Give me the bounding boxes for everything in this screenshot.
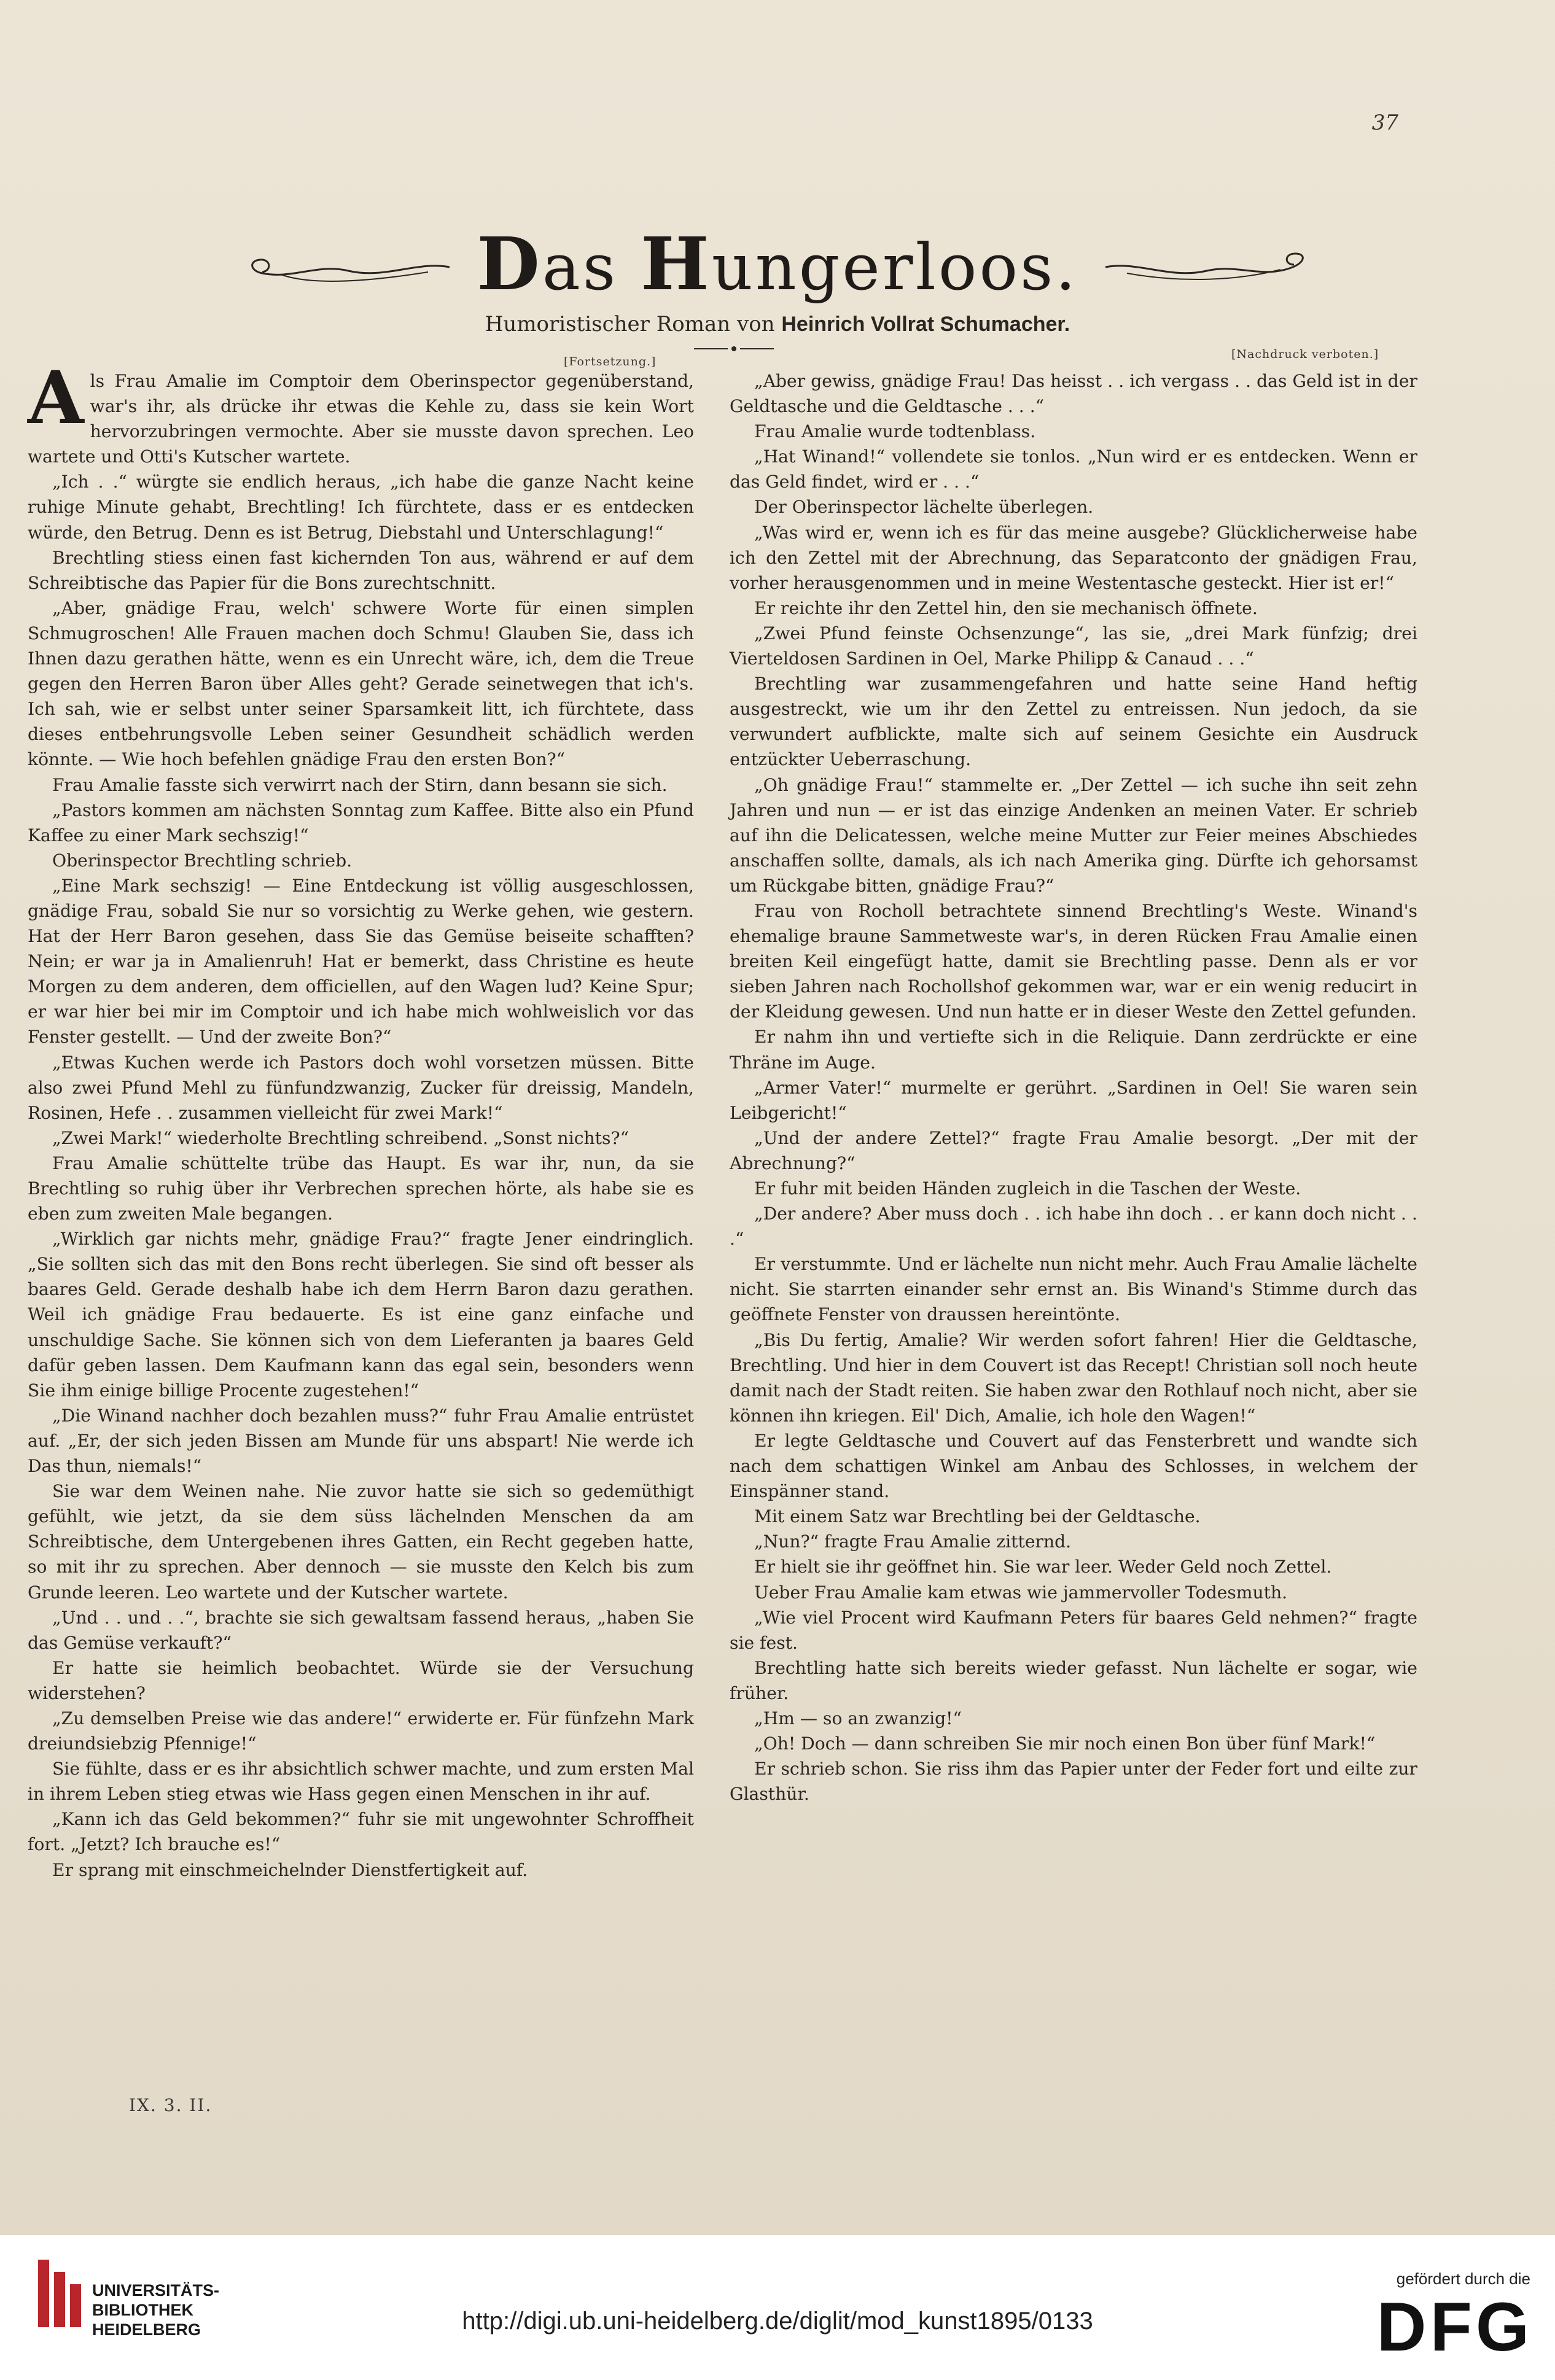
paragraph: „Aber, gnädige Frau, welch' schwere Worte für einen simplen Schmugroschen! Alle Frauen machen doch Schmu! Glauben Sie, dass ich Ihnen dazu gerathen hätte, wenn es ein Unrecht wäre, ich, dem die Treue gegen den Herren Baron über Alles geht? Gerade seinetwegen that ich's. Ich sah, wie er selbst unter seiner Sparsamkeit litt, ich fürchtete, dass dieses entbehrungsvolle Leben seiner Gesundheit schädlich werden könnte. — Wie hoch befehlen gnädige Frau den ersten Bon?“ xyxy=(28,597,694,770)
paragraph: „Ich . .“ würgte sie endlich heraus, „ich habe die ganze Nacht keine ruhige Minute gehabt, Brechtling! Ich fürchtete, dass er es entdecken würde, den Betrug. Denn es ist Betrug, Diebstahl und Unterschlagung!“ xyxy=(28,472,694,543)
paragraph: Ueber Frau Amalie kam etwas wie jammervoller Todesmuth. xyxy=(754,1582,1288,1603)
paragraph: Sie fühlte, dass er es ihr absichtlich schwer machte, und zum ersten Mal in ihrem Leben stieg etwas wie Hass gegen einen Menschen in ihr auf. xyxy=(28,1759,694,1805)
title-initial-h: H xyxy=(641,221,712,306)
drop-cap-initial: A xyxy=(28,355,84,440)
paragraph: „Und . . und . .“, brachte sie sich gewaltsam fassend heraus, „haben Sie das Gemüse verkauft?“ xyxy=(28,1607,694,1653)
paragraph: „Wie viel Procent wird Kaufmann Peters für baares Geld nehmen?“ fragte sie fest. xyxy=(730,1607,1417,1653)
paragraph: „Zwei Mark!“ wiederholte Brechtling schreibend. „Sonst nichts?“ xyxy=(52,1127,629,1148)
paragraph: „Nun?“ fragte Frau Amalie zitternd. xyxy=(754,1531,1072,1552)
page-number: 37 xyxy=(1371,111,1398,135)
paragraph: Brechtling war zusammengefahren und hatte seine Hand heftig ausgestreckt, wie um ihr den Zettel zu entreissen. Nun jedoch, da sie verwundert aufblickte, malte sich auf seinem Gesichte ein Ausdruck entzückter Ueberraschung. xyxy=(730,674,1417,770)
paragraph: Frau Amalie wurde todtenblass. xyxy=(754,421,1036,442)
library-name-line: BIBLIOTHEK xyxy=(92,2301,193,2319)
paragraph: „Oh gnädige Frau!“ stammelte er. „Der Zettel — ich suche ihn seit zehn Jahren und nun — er ist das einzige Andenken an meinen Vater. Er schrieb auf ihn die Delicatessen, welche meine Mutter zur Feier meines Abschiedes anschaffen sollte, damals, als ich nach Amerika ging. Dürfte ich gehorsamst um Rückgabe bitten, gnädige Frau?“ xyxy=(730,774,1417,896)
subtitle xyxy=(0,312,1555,336)
paragraph: Mit einem Satz war Brechtling bei der Geldtasche. xyxy=(754,1506,1201,1527)
paragraph: Frau Amalie fasste sich verwirrt nach der Stirn, dann besann sie sich. xyxy=(52,774,668,795)
subtitle-prefix: Humoristischer Roman von xyxy=(485,312,782,336)
paragraph: Frau von Rocholl betrachtete sinnend Brechtling's Weste. Winand's ehemalige braune Sammetweste war's, in deren Rücken Frau Amalie einen breiten Keil eingefügt hatte, damit sie Brechtling passe. Denn als er vor sieben Jahren nach Rochollshof gekommen war, war er ein wenig reducirt in der Kleidung gewesen. Und nun hatte er in dieser Weste den Zettel gefunden. xyxy=(730,900,1417,1022)
author-name: Heinrich Vollrat Schumacher. xyxy=(781,313,1070,336)
footer-bar xyxy=(0,2235,1555,2380)
flourish-right-ornament xyxy=(1102,243,1311,286)
paragraph: „Aber gewiss, gnädige Frau! Das heisst . . ich vergass . . das Geld ist in der Geldtasche und die Geldtasche . . .“ xyxy=(730,371,1417,417)
dfg-logo: DFG xyxy=(1376,2289,1533,2365)
paragraph: „Was wird er, wenn ich es für das meine ausgebe? Glücklicherweise habe ich den Zettel mit der Abrechnung, das Separatconto der gnädigen Frau, vorher herausgenommen und in meine Westentasche gesteckt. Hier ist er!“ xyxy=(730,522,1417,593)
paragraph: Er legte Geldtasche und Couvert auf das Fensterbrett und wandte sich nach dem schattigen Winkel am Anbau des Schlosses, in welchem der Einspänner stand. xyxy=(730,1430,1417,1502)
title-row xyxy=(0,221,1555,306)
paragraph: „Pastors kommen am nächsten Sonntag zum Kaffee. Bitte also ein Pfund Kaffee zu einer Mark sechszig!“ xyxy=(28,799,694,846)
paragraph: „Der andere? Aber muss doch . . ich habe ihn doch . . er kann doch nicht . . .“ xyxy=(730,1204,1417,1250)
right-text-column xyxy=(730,368,1417,1806)
paragraph: Er sprang mit einschmeichelnder Dienstfertigkeit auf. xyxy=(52,1859,528,1880)
funder-label: gefördert durch die xyxy=(1396,2269,1530,2288)
paragraph: „Eine Mark sechszig! — Eine Entdeckung ist völlig ausgeschlossen, gnädige Frau, sobald Sie nur so vorsichtig zu Werke gehen, wie gestern. Hat der Herr Baron gesehen, dass Sie das Gemüse beiseite schafften? Nein; er war ja in Amalienruh! Hat er bemerkt, dass Christine es heute Morgen zu dem anderen, dem officiellen, auf den Wagen lud? Keine Spur; er war hier bei mir im Comptoir und ich habe mich wohlweislich vor das Fenster gestellt. — Und der zweite Bon?“ xyxy=(28,875,694,1048)
paragraph: Er reichte ihr den Zettel hin, den sie mechanisch öffnete. xyxy=(754,597,1258,618)
paragraph: „Zu demselben Preise wie das andere!“ erwiderte er. Für fünfzehn Mark dreiundsiebzig Pfennige!“ xyxy=(28,1708,694,1754)
flourish-left-ornament xyxy=(244,243,453,286)
paragraph: Er fuhr mit beiden Händen zugleich in die Taschen der Weste. xyxy=(754,1178,1301,1199)
paragraph: Brechtling stiess einen fast kichernden Ton aus, während er auf dem Schreibtische das Papier für die Bons zurechtschnitt. xyxy=(28,547,694,593)
copyright-note: [Nachdruck verboten.] xyxy=(1231,348,1379,361)
paragraph: „Armer Vater!“ murmelte er gerührt. „Sardinen in Oel! Sie waren sein Leibgericht!“ xyxy=(730,1077,1417,1123)
divider-ornament xyxy=(694,344,774,354)
source-url-link[interactable]: http://digi.ub.uni-heidelberg.de/diglit/mod_kunst1895/0133 xyxy=(462,2308,1093,2335)
title-text-2: ungerloos. xyxy=(711,230,1078,305)
paragraph: Er hatte sie heimlich beobachtet. Würde sie der Versuchung widerstehen? xyxy=(28,1657,694,1703)
paragraph: „Die Winand nachher doch bezahlen muss?“ fuhr Frau Amalie entrüstet auf. „Er, der sich jeden Bissen am Munde für uns abspart! Nie werde ich Das thun, niemals!“ xyxy=(28,1405,694,1477)
paragraph: Er schrieb schon. Sie riss ihm das Papier unter der Feder fort und eilte zur Glasthür. xyxy=(730,1759,1417,1805)
paragraph: „Hat Winand!“ vollendete sie tonlos. „Nun wird er es entdecken. Wenn er das Geld findet, wird er . . .“ xyxy=(730,446,1417,492)
paragraph: Oberinspector Brechtling schrieb. xyxy=(52,850,353,871)
paragraph: Er verstummte. Und er lächelte nun nicht mehr. Auch Frau Amalie lächelte nicht. Sie starrten einander sehr ernst an. Bis Winand's Stimme durch das geöffnete Fenster von draussen hereintönte. xyxy=(730,1254,1417,1325)
title-initial-d: D xyxy=(477,221,542,306)
paragraph: „Hm — so an zwanzig!“ xyxy=(754,1708,962,1729)
article-title xyxy=(477,221,1078,306)
paragraph: Er nahm ihn und vertiefte sich in die Reliquie. Dann zerdrückte er eine Thräne im Auge. xyxy=(730,1027,1417,1073)
paragraph: „Zwei Pfund feinste Ochsenzunge“, las sie, „drei Mark fünfzig; drei Vierteldosen Sardinen in Oel, Marke Philipp & Canaud . . .“ xyxy=(730,623,1417,669)
library-name-line: HEIDELBERG xyxy=(92,2320,201,2339)
paragraph: „Kann ich das Geld bekommen?“ fuhr sie mit ungewohnter Schroffheit fort. „Jetzt? Ich brauche es!“ xyxy=(28,1809,694,1855)
paragraph: „Wirklich gar nichts mehr, gnädige Frau?“ fragte Jener eindringlich. „Sie sollten sich das mit den Bons recht überlegen. Sie sind oft besser als baares Geld. Gerade deshalb habe ich dem Herrn Baron dazu gerathen. Weil ich gnädige Frau bedauerte. Es ist eine ganz einfache und unschuldige Sache. Sie können sich von dem Lieferanten ja baares Geld dafür geben lassen. Dem Kaufmann kann das egal sein, besonders wenn Sie ihm einige billige Procente zugestehen!“ xyxy=(28,1229,694,1401)
paragraph: „Bis Du fertig, Amalie? Wir werden sofort fahren! Hier die Geldtasche, Brechtling. Und hier in dem Couvert ist das Recept! Christian soll noch heute damit nach der Stadt reiten. Sie haben zwar den Rothlauf noch nicht, aber sie können ihn kriegen. Eil' Dich, Amalie, ich hole den Wagen!“ xyxy=(730,1329,1417,1426)
paragraph: Der Oberinspector lächelte überlegen. xyxy=(754,497,1094,518)
paragraph: Brechtling hatte sich bereits wieder gefasst. Nun lächelte er sogar, wie früher. xyxy=(730,1657,1417,1703)
paragraph: „Oh! Doch — dann schreiben Sie mir noch einen Bon über fünf Mark!“ xyxy=(754,1733,1376,1754)
paragraph-text: ls Frau Amalie im Comptoir dem Oberinspector gegenüberstand, war's ihr, als drücke ihr etwas die Kehle zu, dass sie kein Wort hervorzubringen vermochte. Aber sie musste davon sprechen. Leo wartete und Otti's Kutscher wartete. xyxy=(28,371,694,467)
paragraph: Er hielt sie ihr geöffnet hin. Sie war leer. Weder Geld noch Zettel. xyxy=(754,1557,1332,1577)
paragraph: „Und der andere Zettel?“ fragte Frau Amalie besorgt. „Der mit der Abrechnung?“ xyxy=(730,1127,1417,1173)
title-text-1: as xyxy=(542,230,641,305)
paragraph: Sie war dem Weinen nahe. Nie zuvor hatte sie sich so gedemüthigt gefühlt, wie jetzt, da sie dem süss lächelnden Menschen da am Schreibtische, dem Untergebenen ihres Gatten, ein Recht gegeben hatte, so mit ihr zu sprechen. Aber dennoch — sie musste den Kelch bis zum Grunde leeren. Leo wartete und der Kutscher wartete. xyxy=(28,1481,694,1603)
library-name-line: UNIVERSITÄTS- xyxy=(92,2281,220,2300)
paragraph: Frau Amalie schüttelte trübe das Haupt. Es war ihr, nun, da sie Brechtling so ruhig über ihr Verbrechen sprechen hörte, als habe sie es eben zum zweiten Male begangen. xyxy=(28,1153,694,1224)
paragraph: „Etwas Kuchen werde ich Pastors doch wohl vorsetzen müssen. Bitte also zwei Pfund Mehl zu fünfundzwanzig, Zucker für dreissig, Mandeln, Rosinen, Hefe . . zusammen vielleicht für zwei Mark!“ xyxy=(28,1052,694,1123)
continuation-note: [Fortsetzung.] xyxy=(564,355,657,368)
signature-mark: IX. 3. II. xyxy=(129,2095,212,2115)
